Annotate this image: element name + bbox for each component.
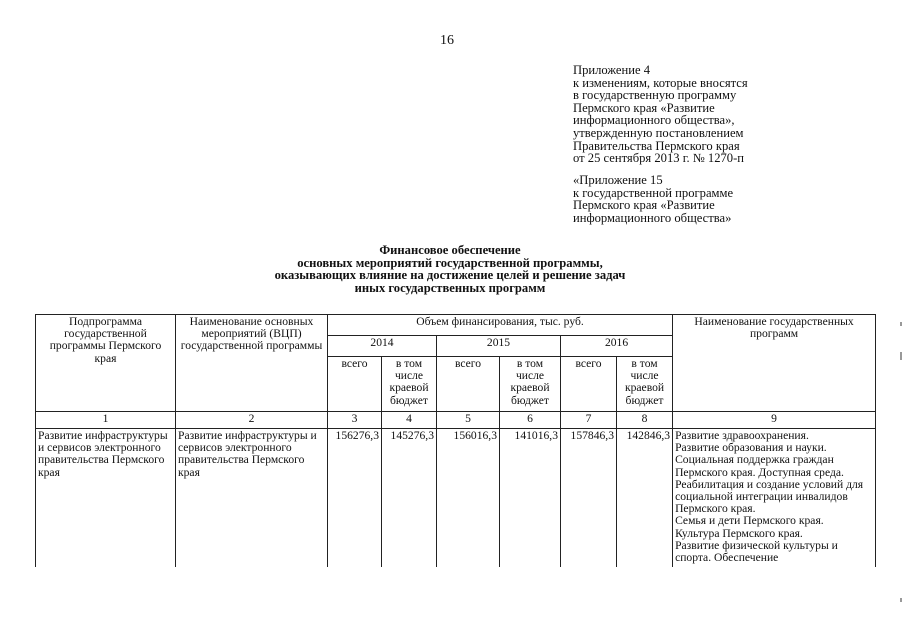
cell-2015-total: 156016,3 bbox=[437, 429, 500, 568]
page-number: 16 bbox=[440, 33, 454, 48]
title-line-2: основных мероприятий государственной программы, bbox=[297, 255, 603, 270]
cell-state-programs bbox=[673, 429, 876, 568]
cell-2016-regional: 142846,3 bbox=[617, 429, 673, 568]
column-index: 2 bbox=[176, 412, 328, 429]
state-program-item: Культура Пермского края. bbox=[675, 526, 803, 540]
header-total-2015: всего bbox=[437, 357, 500, 412]
header-regional-2014: в том числе краевой бюджет bbox=[382, 357, 437, 412]
state-program-item: Семья и дети Пермского края. bbox=[675, 514, 824, 528]
column-index: 6 bbox=[500, 412, 561, 429]
column-index: 3 bbox=[328, 412, 382, 429]
header-year-2014: 2014 bbox=[328, 336, 437, 357]
margin-mark bbox=[900, 598, 902, 602]
header-regional-2016: в том числе краевой бюджет bbox=[617, 357, 673, 412]
table-row bbox=[36, 429, 876, 568]
cell-measure: Развитие инфраструктуры и сервисов электронного правительства Пермского края bbox=[176, 429, 328, 568]
appendix-15-block: «Приложение 15 к государственной программе Пермского края «Развитие информационного общества» bbox=[573, 173, 734, 225]
header-total-2016: всего bbox=[561, 357, 617, 412]
header-funding: Объем финансирования, тыс. руб. bbox=[328, 315, 673, 336]
state-program-item: Развитие физической культуры и спорта. Обеспечение bbox=[675, 538, 838, 565]
header-regional-2015: в том числе краевой бюджет bbox=[500, 357, 561, 412]
header-year-2016: 2016 bbox=[561, 336, 673, 357]
header-subprogram: Подпрограмма государственной программы Пермского края bbox=[36, 315, 176, 412]
cell-subprogram: Развитие инфраструктуры и сервисов электронного правительства Пермского края bbox=[36, 429, 176, 568]
column-index: 7 bbox=[561, 412, 617, 429]
margin-mark bbox=[900, 322, 902, 326]
funding-table bbox=[35, 314, 876, 567]
title-line-4: иных государственных программ bbox=[354, 280, 546, 295]
cell-2016-total: 157846,3 bbox=[561, 429, 617, 568]
title-line-3: оказывающих влияние на достижение целей и решение задач bbox=[274, 268, 626, 282]
appendix-4-block: Приложение 4 к изменениям, которые вносятся в государственную программу Пермского края «Развитие информационного общества», утвержденную постановлением Правительства Пермского края от 25 сентября 2013 г. № 1270-п bbox=[573, 63, 748, 166]
column-index: 4 bbox=[382, 412, 437, 429]
state-program-item: Реабилитация и создание условий для социальной интеграции инвалидов Пермского края. bbox=[675, 477, 864, 516]
column-index-row bbox=[36, 412, 876, 429]
document-title bbox=[150, 244, 750, 294]
state-program-item: Развитие образования и науки. bbox=[675, 441, 827, 455]
state-program-item: Развитие здравоохранения. bbox=[675, 429, 809, 442]
title-line-1: Финансовое обеспечение bbox=[379, 243, 521, 257]
header-year-2015: 2015 bbox=[437, 336, 561, 357]
column-index: 8 bbox=[617, 412, 673, 429]
cell-2015-regional: 141016,3 bbox=[500, 429, 561, 568]
header-measures: Наименование основных мероприятий (ВЦП) государственной программы bbox=[176, 315, 328, 412]
column-index: 5 bbox=[437, 412, 500, 429]
cell-2014-regional: 145276,3 bbox=[382, 429, 437, 568]
header-total-2014: всего bbox=[328, 357, 382, 412]
margin-mark bbox=[900, 352, 902, 360]
state-program-item: Социальная поддержка граждан Пермского края. Доступная среда. bbox=[675, 453, 844, 479]
column-index: 1 bbox=[36, 412, 176, 429]
cell-2014-total: 156276,3 bbox=[328, 429, 382, 568]
header-state-programs: Наименование государственных программ bbox=[673, 315, 876, 412]
column-index: 9 bbox=[673, 412, 876, 429]
